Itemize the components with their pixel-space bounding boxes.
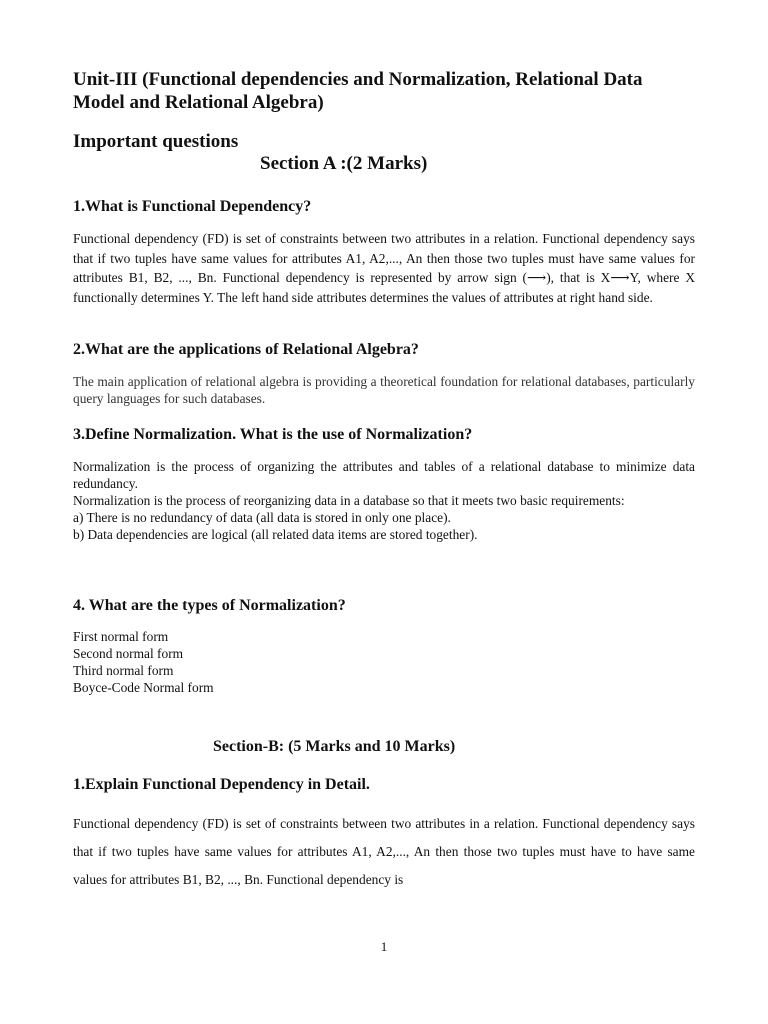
question-3-heading: 3.Define Normalization. What is the use of Normalization? — [73, 426, 473, 443]
page-number: 1 — [380, 939, 388, 954]
important-questions-heading: Important questions — [73, 131, 239, 152]
section-b-heading: Section-B: (5 Marks and 10 Marks) — [213, 738, 456, 755]
answer-line: Normalization is the process of organizing the attributes and tables of a relational database to minimize data redundancy. — [73, 459, 695, 491]
answer-line: a) There is no redundancy of data (all data is stored in only one place). — [73, 510, 451, 525]
question-3-answer — [73, 458, 695, 543]
question-2-heading: 2.What are the applications of Relational Algebra? — [73, 341, 419, 358]
answer-line: b) Data dependencies are logical (all related data items are stored together). — [73, 527, 478, 542]
section-b-question-1-heading: 1.Explain Functional Dependency in Detail. — [73, 776, 370, 793]
section-a-heading: Section A :(2 Marks) — [260, 153, 428, 174]
section-b-question-1-answer: Functional dependency (FD) is set of constraints between two attributes in a relation. Functional dependency says that if two tuples have same values for attributes A1, A2,..., An then those two tuples must have to have same values for attributes B1, B2, ..., Bn. Functional dependency is — [73, 816, 695, 887]
question-1-answer: Functional dependency (FD) is set of constraints between two attributes in a relation. Functional dependency says that if two tuples have same values for attributes A1, A2,..., An then those two tuples must have same values for attributes B1, B2, ..., Bn. Functional dependency is represented by arrow sign (⟶), that is X⟶Y, where X functionally determines Y. The left hand side attributes determines the values of attributes at right hand side. — [73, 231, 695, 305]
list-item: Second normal form — [73, 646, 184, 661]
question-1-heading: 1.What is Functional Dependency? — [73, 198, 312, 215]
normal-forms-list — [73, 628, 695, 696]
question-2-answer: The main application of relational algebra is providing a theoretical foundation for relational databases, particularly query languages for such databases. — [73, 374, 695, 406]
list-item: First normal form — [73, 629, 169, 644]
unit-title: Unit-III (Functional dependencies and Normalization, Relational Data Model and Relational Algebra) — [73, 69, 643, 113]
list-item: Third normal form — [73, 663, 174, 678]
list-item: Boyce-Code Normal form — [73, 680, 214, 695]
question-4-heading: 4. What are the types of Normalization? — [73, 597, 346, 614]
answer-line: Normalization is the process of reorganizing data in a database so that it meets two basic requirements: — [73, 493, 625, 508]
document-page — [73, 0, 695, 1024]
